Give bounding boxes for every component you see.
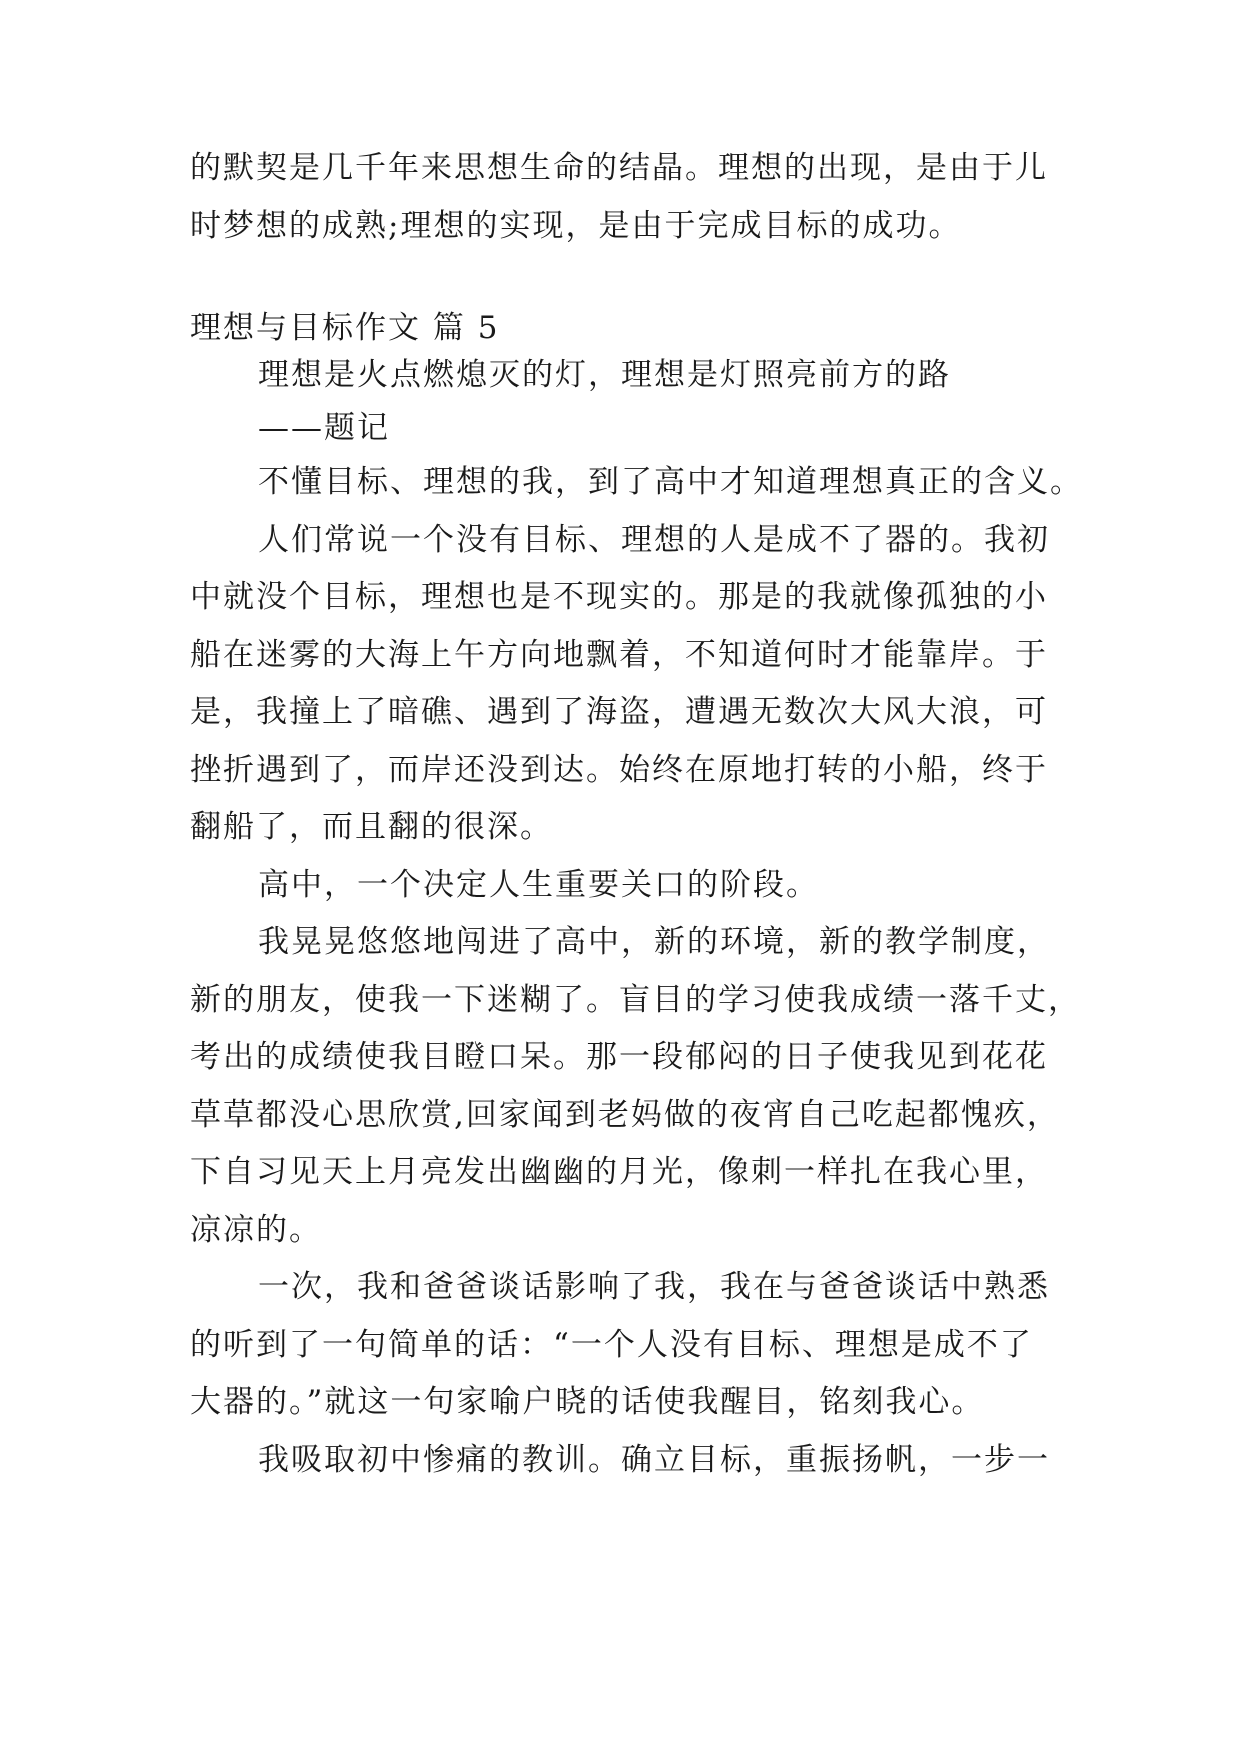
body-text-line: 翻船了，而且翻的很深。	[190, 809, 553, 845]
body-text-line: 船在迷雾的大海上午方向地飘着，不知道何时才能靠岸。于	[190, 637, 1048, 673]
body-text-line: 新的朋友，使我一下迷糊了。盲目的学习使我成绩一落千丈，	[190, 982, 1081, 1018]
epigraph-line: 理想是火点燃熄灭的灯，理想是灯照亮前方的路	[258, 357, 951, 393]
body-text-line: 下自习见天上月亮发出幽幽的月光，像刺一样扎在我心里，	[190, 1154, 1048, 1190]
body-text-line: 大器的。”就这一句家喻户晓的话使我醒目，铭刻我心。	[190, 1384, 985, 1420]
body-text-line: 高中，一个决定人生重要关口的阶段。	[258, 867, 819, 903]
body-text-line: 考出的成绩使我目瞪口呆。那一段郁闷的日子使我见到花花	[190, 1039, 1048, 1075]
body-text-line: 时梦想的成熟;理想的实现，是由于完成目标的成功。	[190, 208, 962, 244]
body-text-line: 草草都没心思欣赏,回家闻到老妈做的夜宵自己吃起都愧疚，	[190, 1097, 1060, 1133]
body-text-line: 中就没个目标，理想也是不现实的。那是的我就像孤独的小	[190, 579, 1048, 615]
body-text-line: 挫折遇到了，而岸还没到达。始终在原地打转的小船，终于	[190, 752, 1048, 788]
body-text-line: 我吸取初中惨痛的教训。确立目标，重振扬帆，一步一	[258, 1442, 1050, 1478]
body-text-line: 人们常说一个没有目标、理想的人是成不了器的。我初	[258, 522, 1050, 558]
body-text-line: 我晃晃悠悠地闯进了高中，新的环境，新的教学制度，	[258, 924, 1050, 960]
body-text-line: 是，我撞上了暗礁、遇到了海盗，遭遇无数次大风大浪，可	[190, 694, 1048, 730]
epigraph-attribution: ——题记	[258, 410, 390, 446]
body-text-line: 凉凉的。	[190, 1212, 322, 1248]
body-text-line: 一次，我和爸爸谈话影响了我，我在与爸爸谈话中熟悉	[258, 1269, 1050, 1305]
body-text-line: 不懂目标、理想的我，到了高中才知道理想真正的含义。	[258, 464, 1083, 500]
section-heading: 理想与目标作文 篇 5	[190, 310, 500, 346]
body-text-line: 的默契是几千年来思想生命的结晶。理想的出现，是由于儿	[190, 150, 1048, 186]
body-text-line: 的听到了一句简单的话：“一个人没有目标、理想是成不了	[190, 1327, 1033, 1363]
